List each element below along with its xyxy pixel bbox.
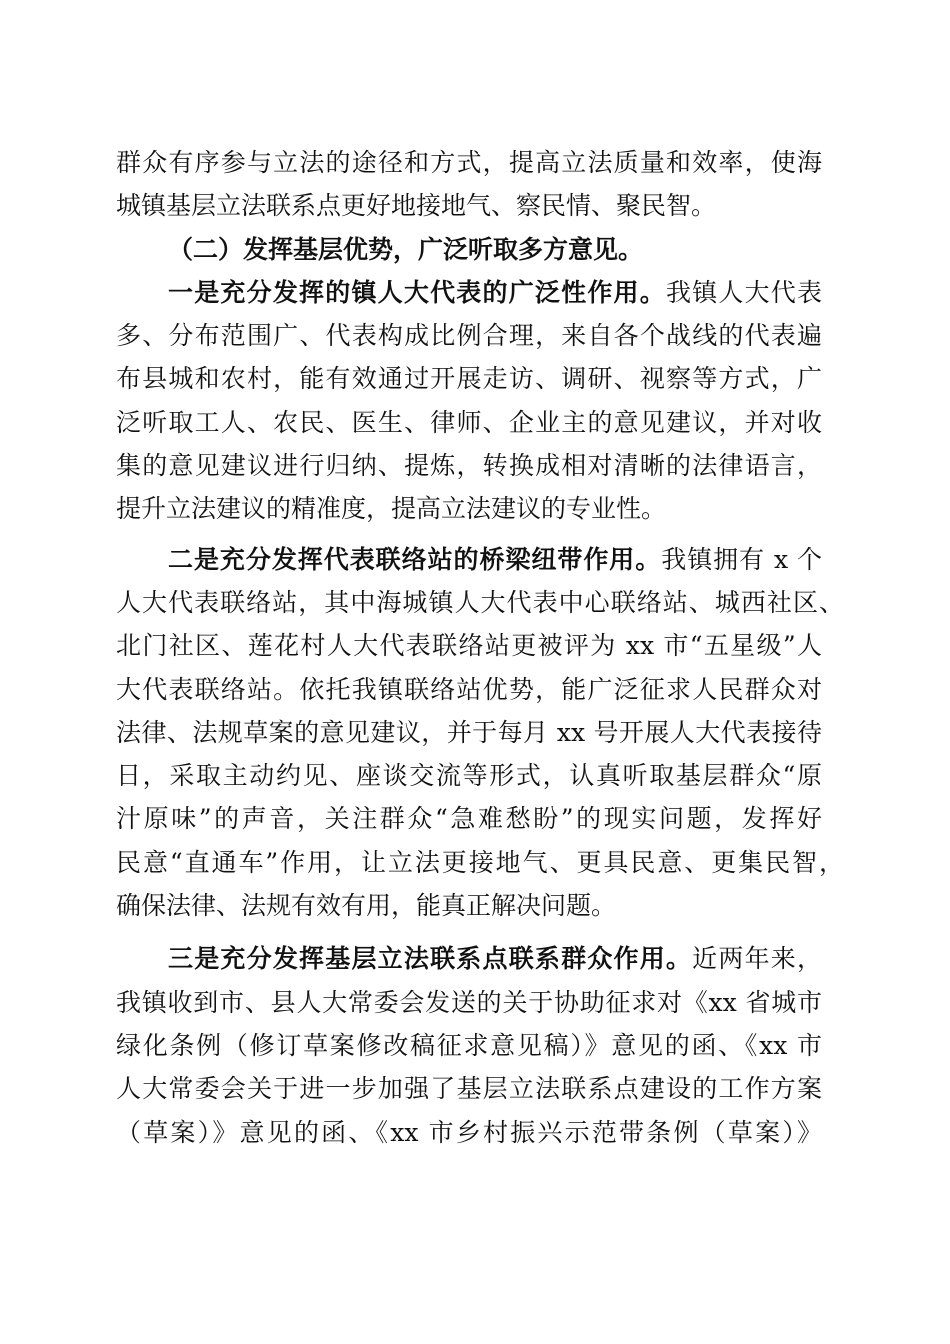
line-text: 布县城和农村，能有效通过开展走访、调研、视察等方式，广 bbox=[116, 364, 822, 394]
document-body bbox=[116, 141, 844, 1154]
text-line bbox=[116, 444, 822, 487]
text-line bbox=[116, 668, 822, 711]
line-text: 绿化条例（修订草案修改稿征求意见稿）》意见的函、《xx 市 bbox=[116, 1030, 822, 1060]
text-line bbox=[116, 228, 822, 271]
paragraph bbox=[116, 538, 844, 928]
line-text: 日，采取主动约见、座谈交流等形式，认真听取基层群众“原 bbox=[116, 761, 822, 791]
line-text: （草案）》意见的函、《xx 市乡村振兴示范带条例（草案）》 bbox=[116, 1117, 822, 1147]
paragraph-lead: 一是充分发挥的镇人大代表的广泛性作用。 bbox=[168, 277, 666, 307]
section-heading bbox=[116, 228, 822, 271]
text-line bbox=[116, 754, 822, 797]
text-line bbox=[116, 884, 822, 927]
line-text: （二）发挥基层优势，广泛听取多方意见。 bbox=[168, 234, 644, 264]
paragraph bbox=[116, 937, 822, 1153]
line-text: 群众有序参与立法的途径和方式，提高立法质量和效率，使海 bbox=[116, 148, 822, 177]
paragraph bbox=[116, 271, 822, 531]
text-line bbox=[116, 937, 822, 980]
line-text: 人大代表联络站，其中海城镇人大代表中心联络站、城西社区、 bbox=[116, 587, 844, 617]
paragraph bbox=[116, 141, 822, 228]
paragraph-lead: 三是充分发挥基层立法联系点联系群众作用。 bbox=[168, 944, 693, 974]
text-line bbox=[116, 1024, 822, 1067]
line-text: 多、分布范围广、代表构成比例合理，来自各个战线的代表遍 bbox=[116, 321, 822, 351]
line-text: 提升立法建议的精准度，提高立法建议的专业性。 bbox=[116, 494, 667, 524]
line-text: 确保法律、法规有效有用，能真正解决问题。 bbox=[116, 891, 617, 921]
line-text: 泛听取工人、农民、医生、律师、企业主的意见建议，并对收 bbox=[116, 407, 822, 437]
line-text: 城镇基层立法联系点更好地接地气、察民情、聚民智。 bbox=[116, 191, 717, 221]
text-line bbox=[116, 184, 822, 227]
line-text: 集的意见建议进行归纳、提炼，转换成相对清晰的法律语言， bbox=[116, 451, 822, 481]
line-text: 我镇人大代表 bbox=[665, 277, 822, 307]
line-text: 我镇收到市、县人大常委会发送的关于协助征求对《xx 省城市 bbox=[116, 987, 822, 1017]
text-line bbox=[116, 797, 822, 840]
text-line bbox=[116, 624, 822, 667]
text-line bbox=[116, 841, 844, 884]
line-text: 法律、法规草案的意见建议，并于每月 xx 号开展人大代表接待 bbox=[116, 717, 822, 747]
text-line bbox=[116, 357, 822, 400]
line-text: 大代表联络站。依托我镇联络站优势，能广泛征求人民群众对 bbox=[116, 674, 822, 704]
text-line bbox=[116, 401, 822, 444]
text-line bbox=[116, 314, 822, 357]
text-line bbox=[116, 141, 822, 184]
text-line bbox=[116, 581, 844, 624]
line-text: 我镇拥有 x 个 bbox=[661, 544, 822, 574]
line-text: 人大常委会关于进一步加强了基层立法联系点建设的工作方案 bbox=[116, 1074, 822, 1104]
paragraph-lead: 二是充分发挥代表联络站的桥梁纽带作用。 bbox=[168, 544, 662, 574]
line-text: 北门社区、莲花村人大代表联络站更被评为 xx 市“五星级”人 bbox=[116, 631, 822, 661]
text-line bbox=[116, 271, 822, 314]
line-text: 近两年来， bbox=[692, 944, 822, 974]
text-line bbox=[116, 981, 822, 1024]
line-text: 民意“直通车”作用，让立法更接地气、更具民意、更集民智， bbox=[116, 847, 844, 877]
line-text: 汁原味”的声音，关注群众“急难愁盼”的现实问题，发挥好 bbox=[116, 804, 822, 834]
text-line bbox=[116, 1111, 822, 1154]
text-line bbox=[116, 711, 822, 754]
text-line bbox=[116, 1067, 822, 1110]
text-line bbox=[116, 487, 822, 530]
text-line bbox=[116, 538, 822, 581]
